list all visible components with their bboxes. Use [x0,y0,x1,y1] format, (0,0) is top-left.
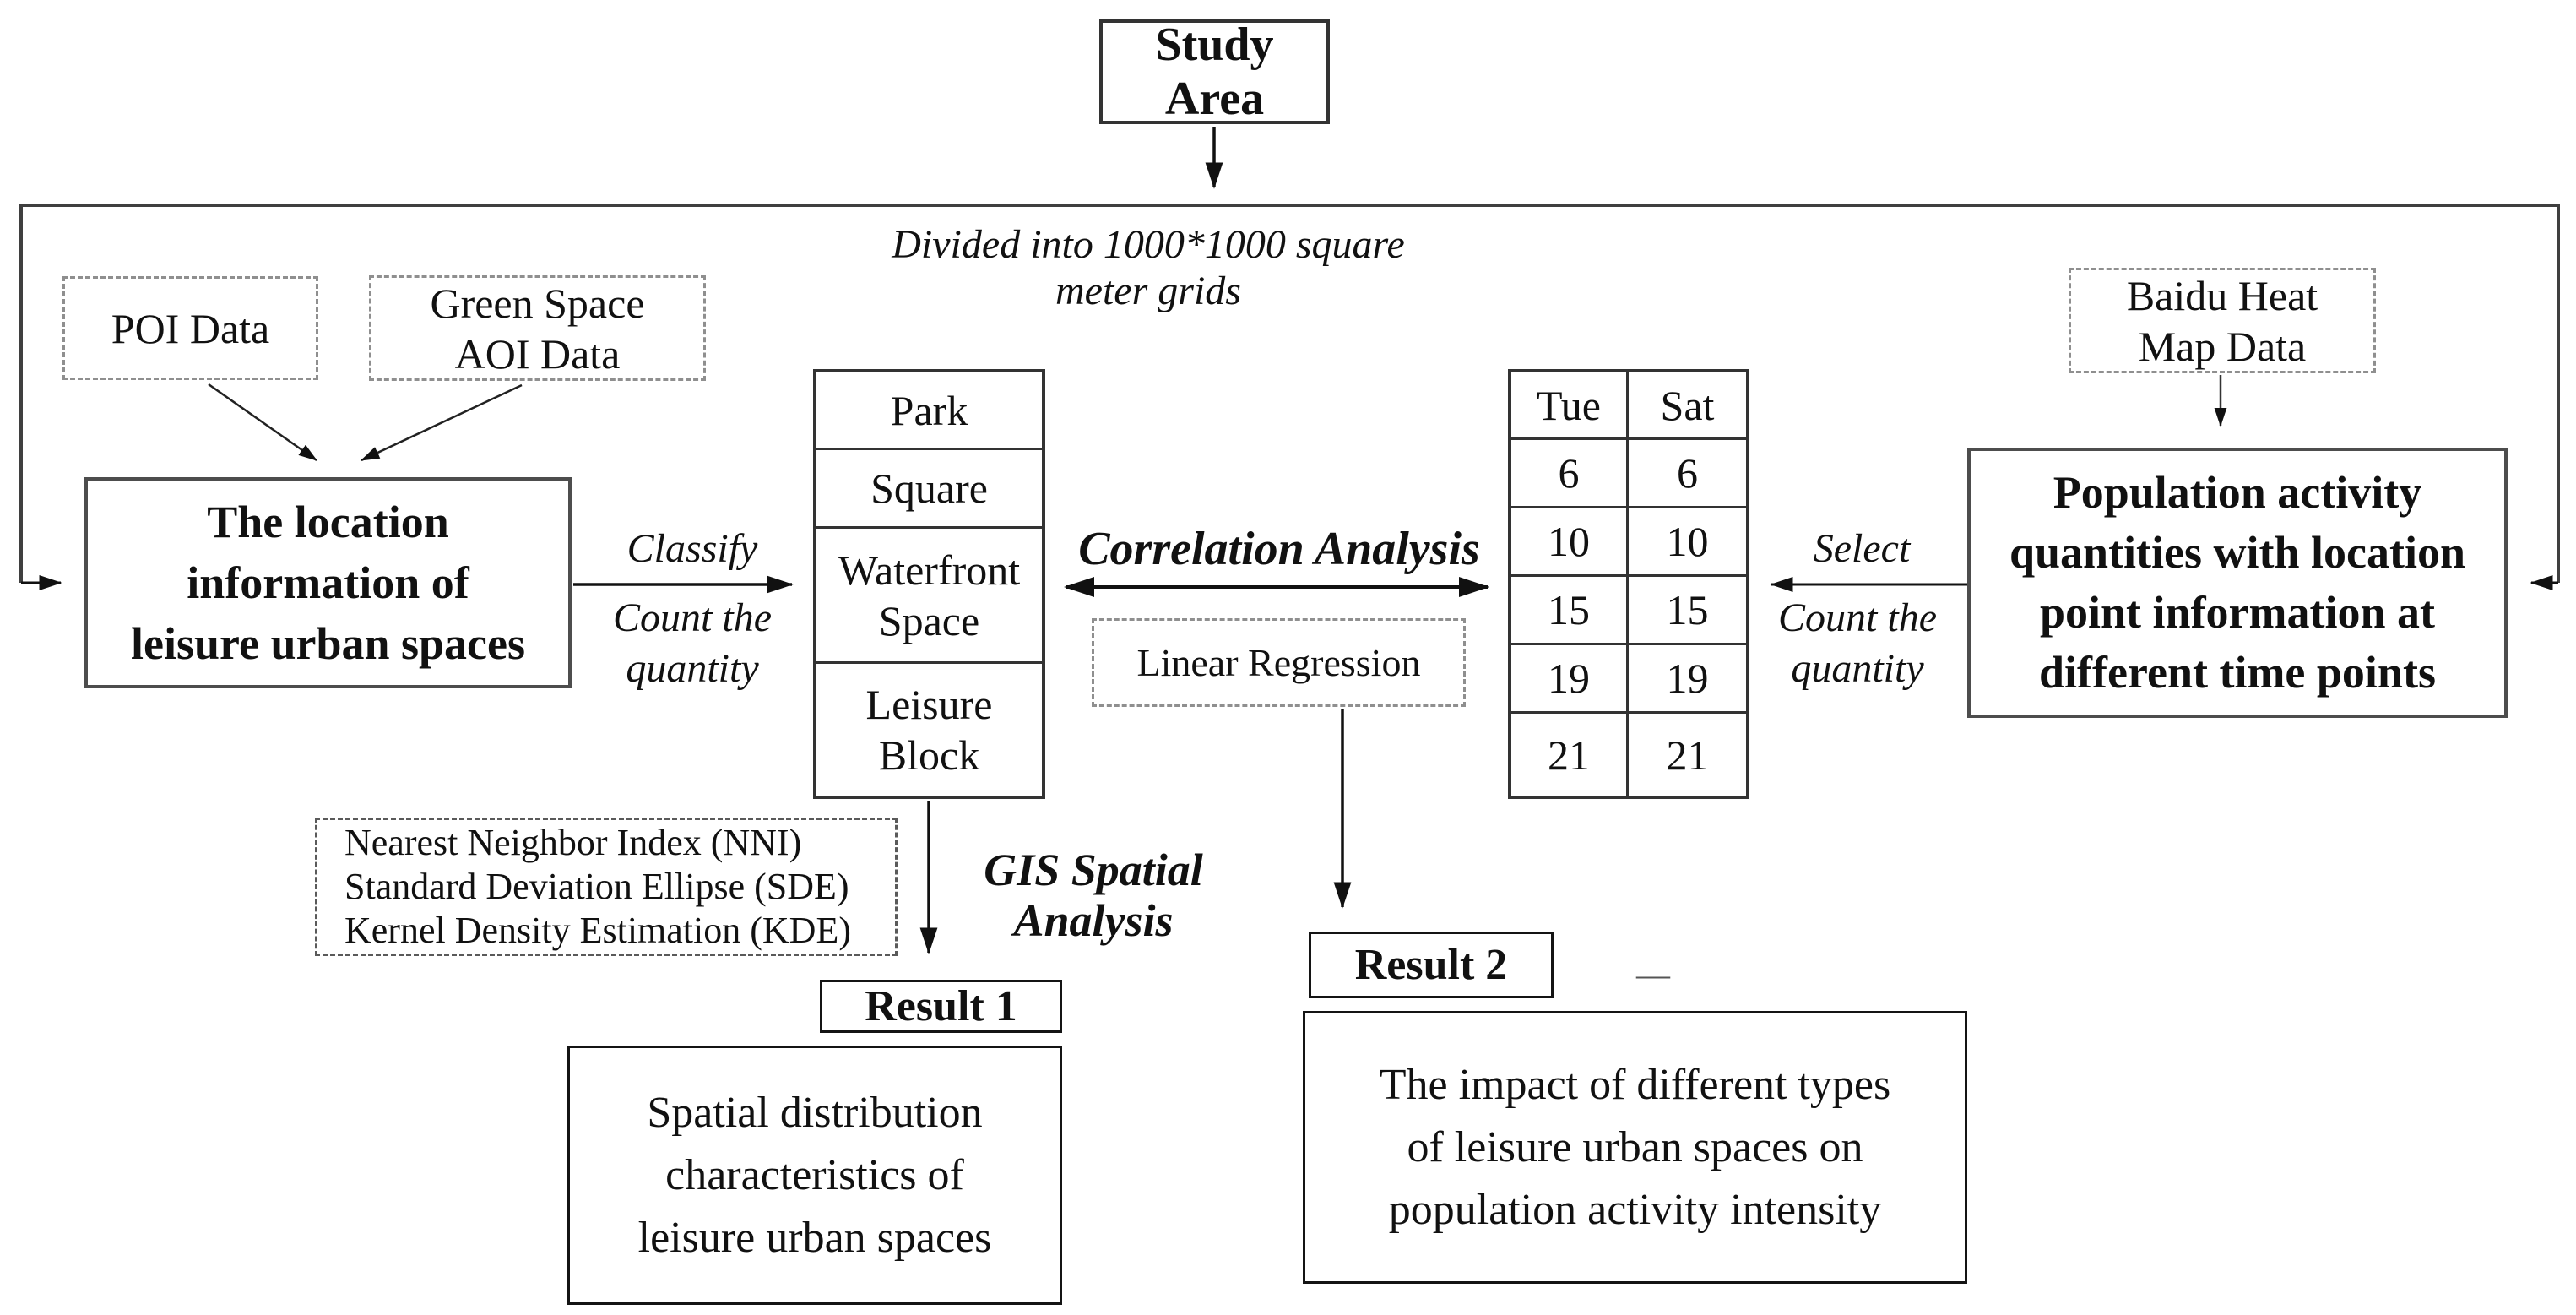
stray-dash-mark: — [1636,954,1670,993]
time-table-header-tue: Tue [1511,372,1629,440]
result1-content-box: Spatial distribution characteristics of leisure urban spaces [567,1046,1062,1305]
time-table-header-sat: Sat [1629,372,1746,440]
time-cell: 6 [1629,440,1746,508]
arrow-poi-to-location [209,384,317,460]
time-cell: 15 [1629,577,1746,645]
gis-spatial-analysis-label: GIS Spatial Analysis [984,845,1203,946]
correlation-analysis-label: Correlation Analysis [1078,523,1480,575]
baidu-heat-map-box: Baidu Heat Map Data [2069,268,2376,373]
result1-title-box: Result 1 [820,980,1062,1033]
count-left-line2: quantity [626,646,759,691]
time-cell: 19 [1511,645,1629,714]
study-area-box [1099,19,1330,124]
time-cell: 21 [1666,731,1709,779]
space-category-table [813,369,1045,799]
spatial-methods-box: Nearest Neighbor Index (NNI) Standard Deviation Ellipse (SDE) Kernel Density Estimation (KDE) [315,818,898,956]
linear-regression-box: Linear Regression [1092,618,1466,707]
time-cell: 10 [1511,508,1629,577]
table-row: Square [816,450,1042,529]
select-label: Select [1813,526,1911,571]
table-row: Waterfront Space [816,529,1042,664]
count-right-line2: quantity [1791,646,1924,691]
count-left-line1: Count the [613,595,772,640]
time-cell: 15 [1511,577,1629,645]
study-area-label: Study Area [1155,19,1274,125]
count-right-line1: Count the [1778,595,1937,640]
table-row: Leisure Block [865,681,993,779]
time-cell: 21 [1511,714,1629,796]
location-info-box: The location information of leisure urban spaces [84,477,572,688]
grid-note: Divided into 1000*1000 square meter grids [892,222,1405,313]
poi-data-box: POI Data [62,276,318,380]
population-activity-box: Population activity quantities with location point information at different time points [1967,448,2508,718]
arrow-aoi-to-location [361,385,522,460]
time-cell: 6 [1511,440,1629,508]
table-row: Park [816,372,1042,450]
time-cell: 10 [1629,508,1746,577]
time-cell: 19 [1629,645,1746,714]
time-table [1508,369,1749,799]
result2-title-box: Result 2 [1309,932,1554,998]
result2-content-box: The impact of different types of leisure urban spaces on population activity intensity [1303,1011,1967,1284]
classify-label: Classify [626,526,758,571]
aoi-data-box: Green Space AOI Data [369,275,706,381]
